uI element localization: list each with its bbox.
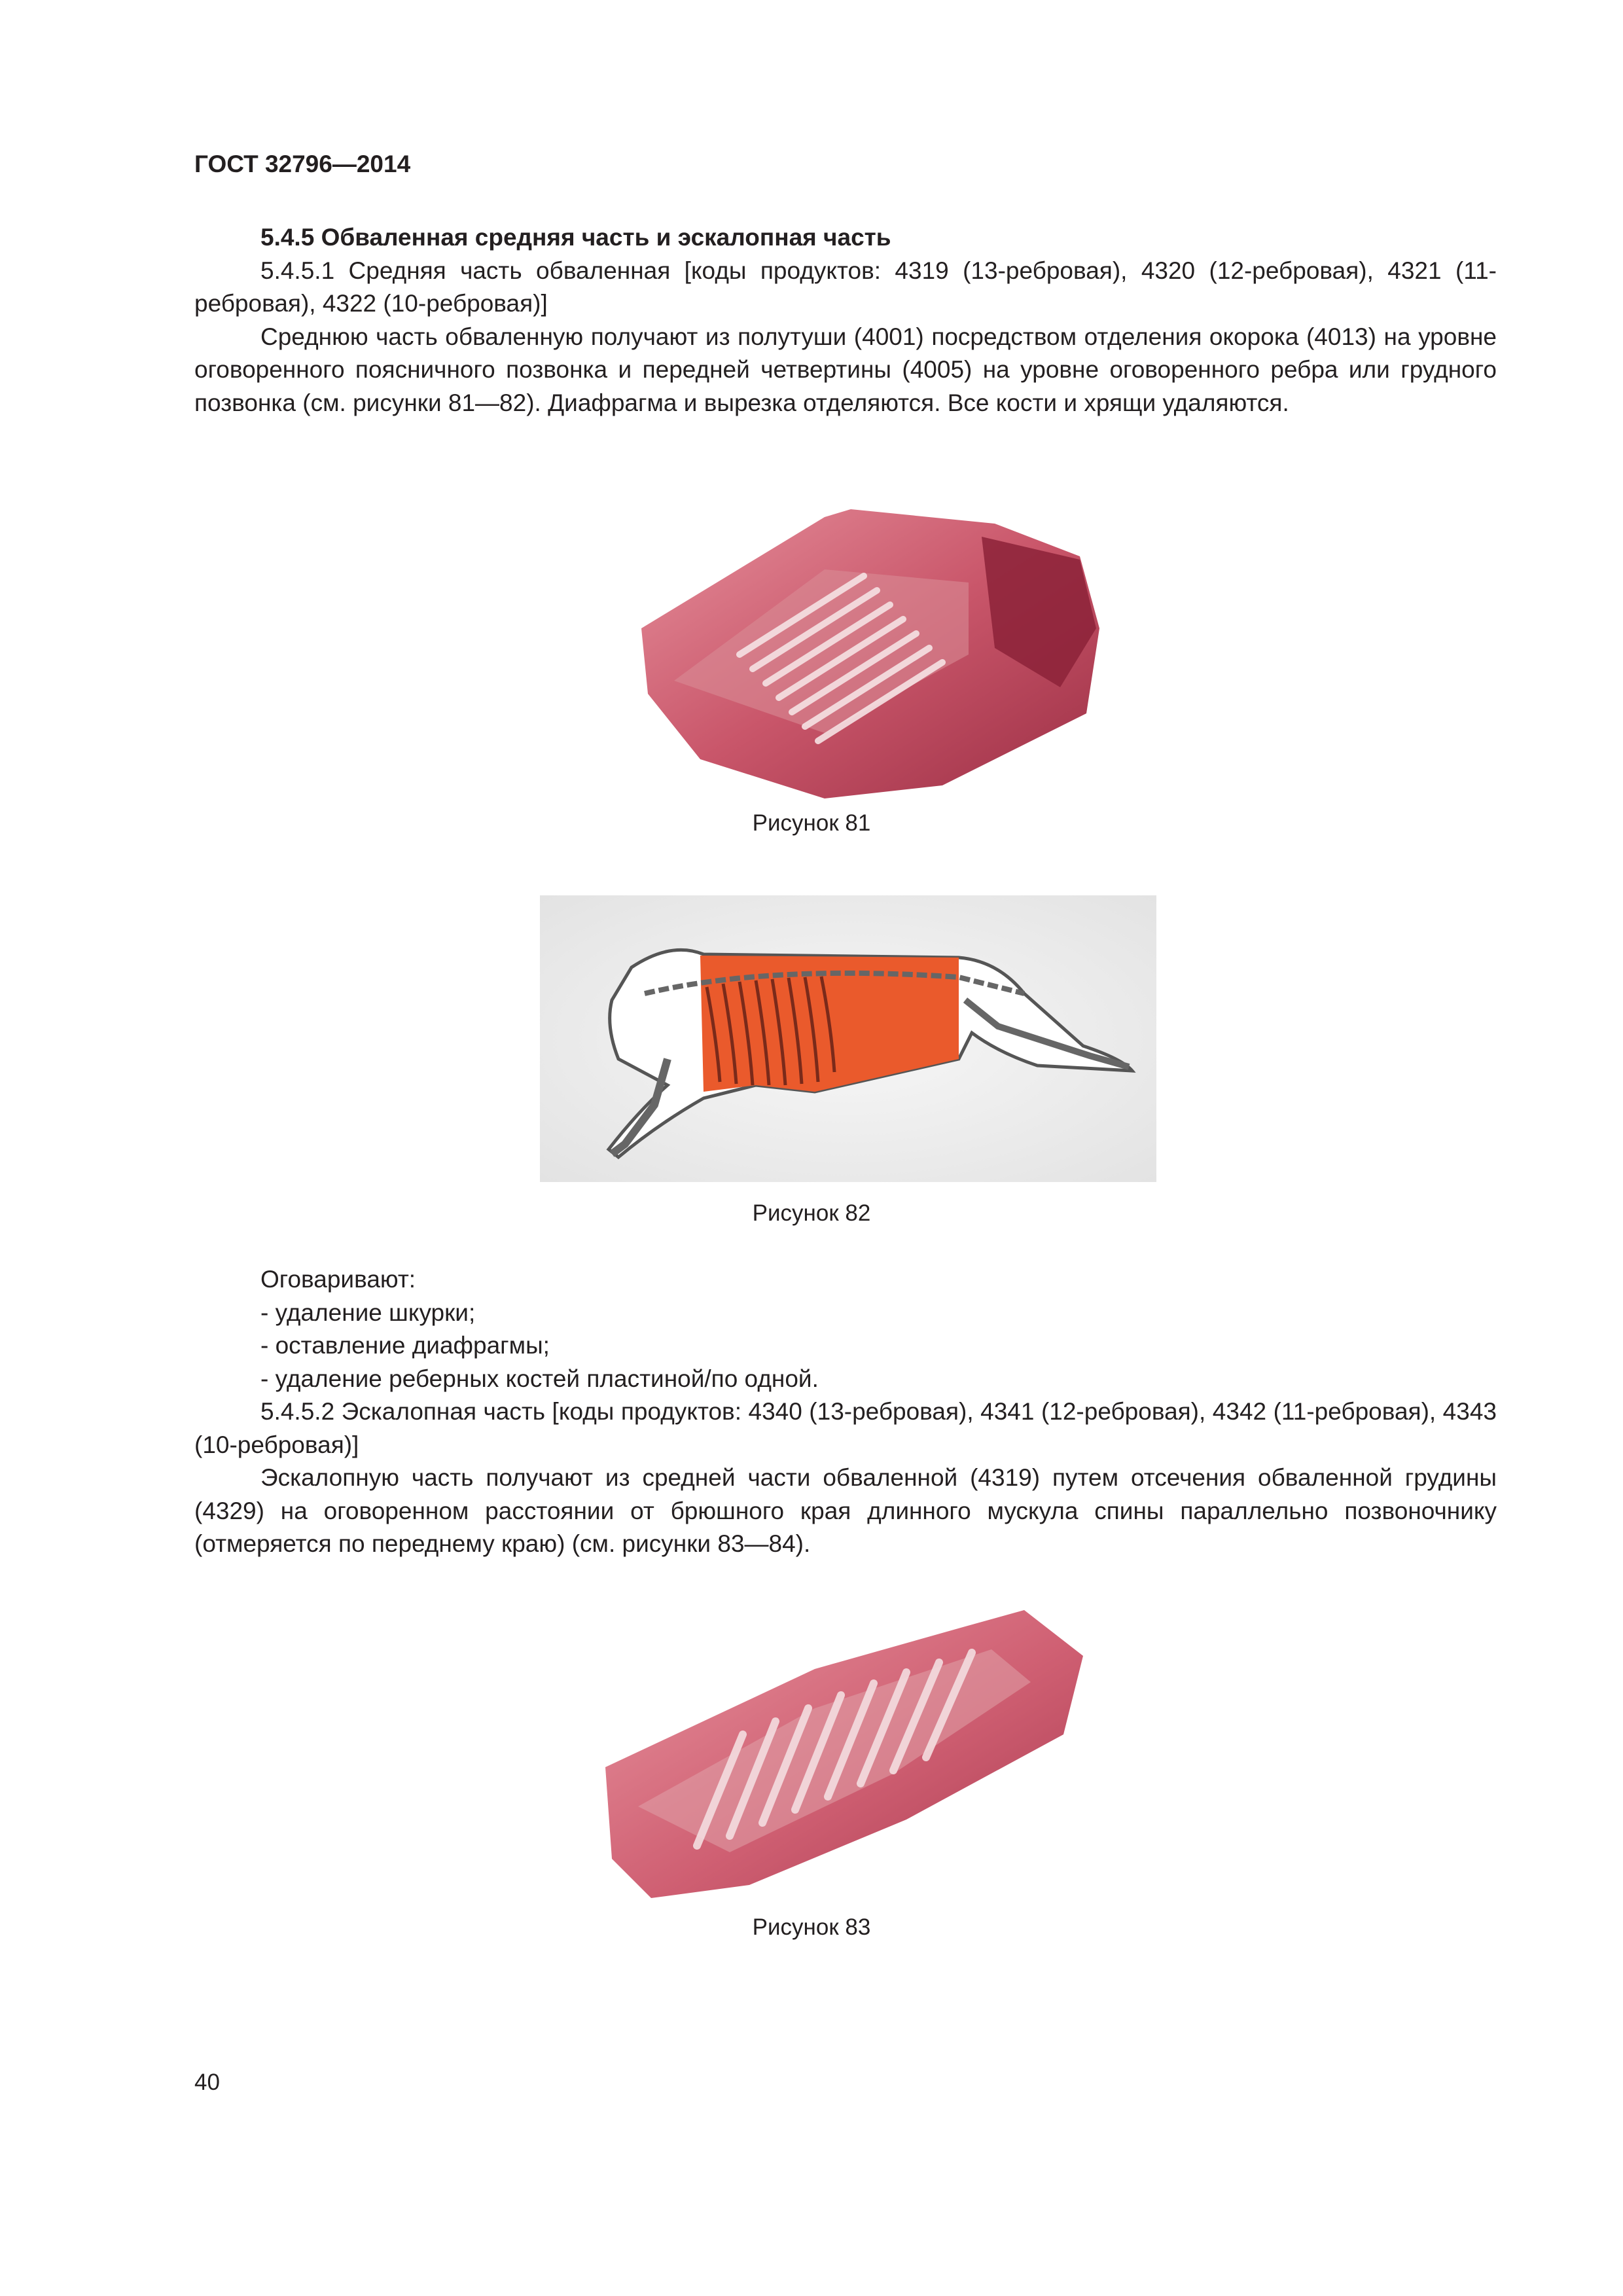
options-intro: Оговаривают:	[260, 1266, 416, 1293]
paragraph-escalope: Эскалопную часть получают из средней части обваленной (4319) путем отсечения обваленной грудины (4329) на оговоренном расстоянии от брюшного края длинного мускула спины параллельно позвоночнику (отмеряется по переднему краю) (см. рисунки 83—84).	[194, 1464, 1497, 1557]
page-number: 40	[194, 2070, 220, 2095]
option-item: - удаление реберных костей пластиной/по одной.	[260, 1365, 819, 1392]
figure-81-caption: Рисунок 81	[752, 810, 871, 836]
section-text-2	[194, 1263, 1497, 1561]
section-heading: 5.4.5 Обваленная средняя часть и эскалопная часть	[260, 224, 891, 251]
figure-82-caption: Рисунок 82	[752, 1200, 871, 1226]
section-text-1	[194, 221, 1497, 420]
figure-83-image	[599, 1610, 1096, 1901]
paragraph-boned-middle: Среднюю часть обваленную получают из полутуши (4001) посредством отделения окорока (4013) на уровне оговоренного поясничного позвонка и передней четвертины (4005) на уровне оговоренного ребра или грудного позвонка (см. рисунки 81—82). Диафрагма и вырезка отделяются. Все кости и хрящи удаляются.	[194, 323, 1497, 416]
paragraph-4-5-4-5-2: 5.4.5.2 Эскалопная часть [коды продуктов: 4340 (13-ребровая), 4341 (12-ребровая), 4342 (11-ребровая), 4343 (10-ребровая)]	[194, 1398, 1497, 1458]
paragraph-4-5-4-5-1: 5.4.5.1 Средняя часть обваленная [коды продуктов: 4319 (13-ребровая), 4320 (12-ребровая), 4321 (11-ребровая), 4322 (10-ребровая)]	[194, 257, 1497, 317]
figure-83-caption: Рисунок 83	[752, 1914, 871, 1940]
figure-82-diagram	[540, 895, 1156, 1182]
option-item: - оставление диафрагмы;	[260, 1332, 550, 1359]
standard-number: ГОСТ 32796—2014	[194, 151, 411, 177]
option-item: - удаление шкурки;	[260, 1299, 476, 1326]
figure-81-image	[628, 497, 1113, 805]
